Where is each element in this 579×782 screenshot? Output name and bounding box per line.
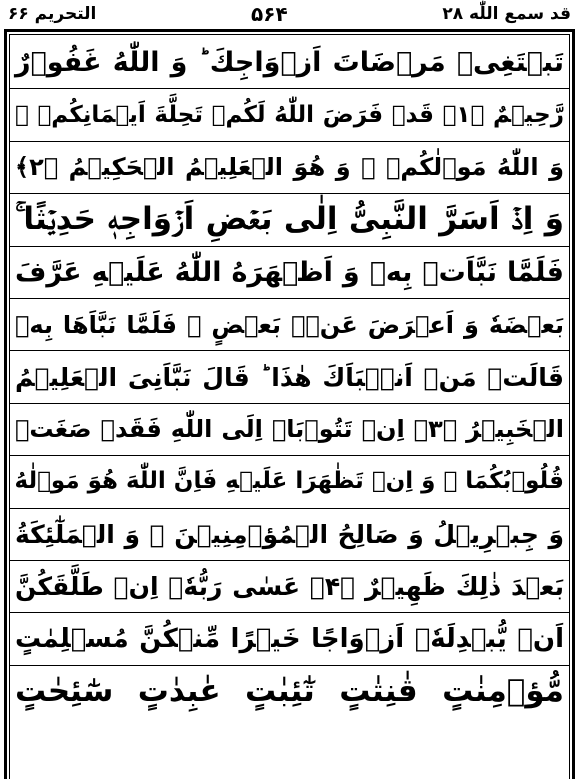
line-text: مُّؤۡمِنٰتٍ قٰنِتٰتٍ تٰٓئِبٰتٍ عٰبِدٰتٍ سٰٓئِحٰتٍ	[15, 673, 564, 710]
text-line-9	[9, 456, 570, 508]
line-text: اَنۡ یُّبۡدِلَهٗۤ اَزۡوَاجًا خَیۡرًا مِّنۡكُنَّ مُسۡلِمٰتٍ	[15, 623, 564, 654]
line-text: وَ جِبۡرِیۡلُ وَ صَالِحُ الۡمُؤۡمِنِیۡنَ ۚ وَ الۡمَلٰٓئِكَةُ	[15, 519, 564, 549]
line-text: رَّحِیۡمٌ ﴿۱﴾ قَدۡ فَرَضَ اللّٰهُ لَكُمۡ تَحِلَّةَ اَیۡمَانِكُمۡ ۚ	[15, 101, 564, 128]
text-line-1	[9, 37, 570, 89]
line-text: فَلَمَّا نَبَّاَتۡ بِهٖ وَ اَظۡهَرَهُ اللّٰهُ عَلَیۡهِ عَرَّفَ	[15, 256, 564, 288]
text-line-4	[9, 194, 570, 246]
line-text: قَالَتۡ مَنۡ اَنۡۢبَاَكَ هٰذَا ؕ قَالَ نَبَّاَنِیَ الۡعَلِیۡمُ	[15, 362, 564, 392]
line-text: وَ اللّٰهُ مَوۡلٰكُمۡ ۚ وَ هُوَ الۡعَلِیۡمُ الۡحَكِیۡمُ ﴿۲﴾	[15, 153, 564, 182]
line-text: الۡخَبِیۡرُ ﴿۳﴾ اِنۡ تَتُوۡبَاۤ اِلَی اللّٰهِ فَقَدۡ صَغَتۡ	[15, 415, 564, 444]
text-line-2	[9, 89, 570, 141]
surah-name-header: التحریم ۶۶	[8, 4, 97, 24]
text-line-3	[9, 142, 570, 194]
text-line-10	[9, 509, 570, 561]
page-number: ۵۶۴	[251, 2, 288, 26]
line-text: تَبۡتَغِیۡ مَرۡضَاتَ اَزۡوَاجِكَ ؕ وَ اللّٰهُ غَفُوۡرٌ	[15, 47, 564, 79]
line-text: وَ اِذۡ اَسَرَّ النَّبِیُّ اِلٰی بَعۡضِ اَزۡوَاجِهٖ حَدِیۡثًا ۚ	[15, 201, 564, 238]
text-line-11	[9, 561, 570, 613]
page-header	[8, 0, 571, 28]
line-text: بَعۡضَهٗ وَ اَعۡرَضَ عَنۡۢ بَعۡضٍ ۚ فَلَمَّا نَبَّاَهَا بِهٖ	[15, 310, 564, 339]
text-line-7	[9, 351, 570, 403]
text-line-12	[9, 613, 570, 665]
text-line-6	[9, 299, 570, 351]
text-line-8	[9, 404, 570, 456]
juz-name-header: قد سمع اللّٰه ۲۸	[442, 4, 571, 24]
text-lines	[9, 37, 570, 718]
text-line-5	[9, 247, 570, 299]
text-line-13	[9, 666, 570, 718]
line-text: بَعۡدَ ذٰلِكَ ظَهِیۡرٌ ﴿۴﴾ عَسٰی رَبُّهٗۤ اِنۡ طَلَّقَكُنَّ	[15, 572, 564, 602]
line-text: قُلُوۡبُكُمَا ۚ وَ اِنۡ تَظٰهَرَا عَلَیۡهِ فَاِنَّ اللّٰهَ هُوَ مَوۡلٰهُ	[14, 468, 564, 495]
